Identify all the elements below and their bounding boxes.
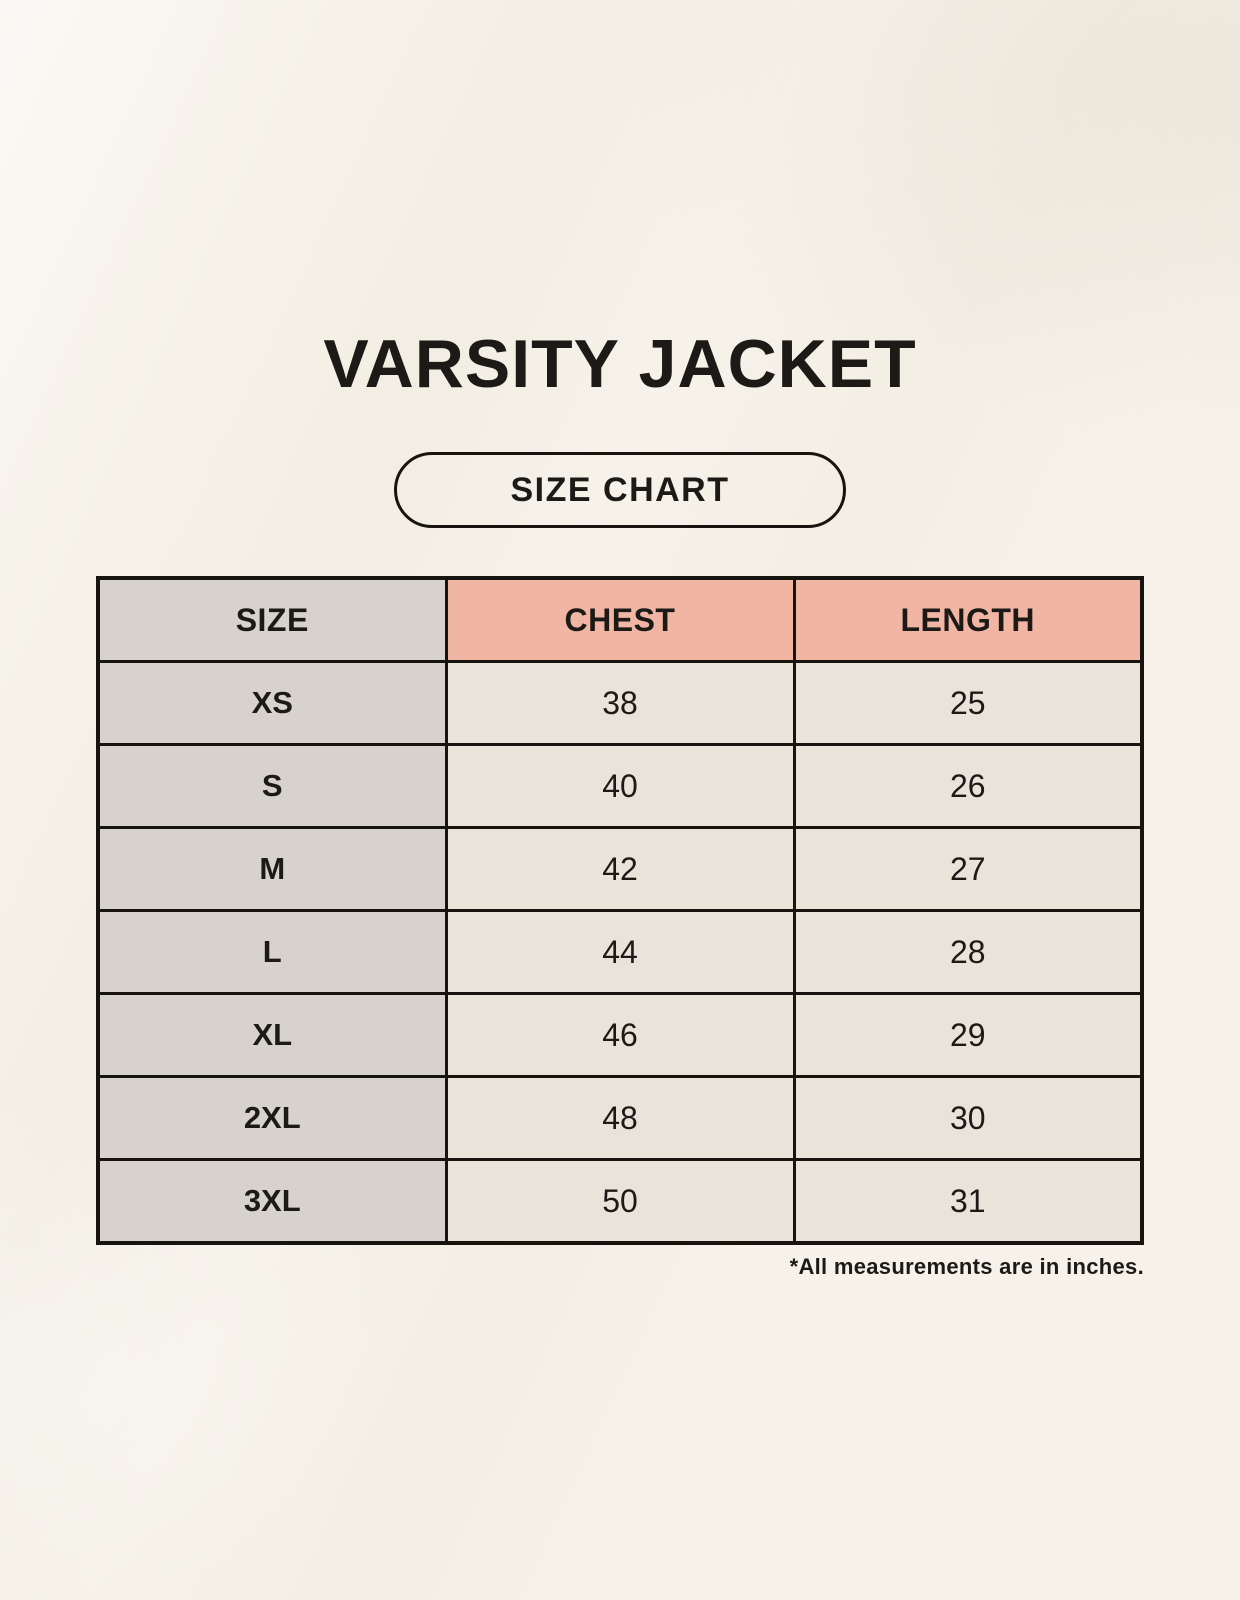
product-title: VARSITY JACKET bbox=[323, 326, 917, 402]
chest-value: 38 bbox=[446, 662, 794, 745]
size-label: L bbox=[98, 911, 446, 994]
length-value: 28 bbox=[794, 911, 1142, 994]
size-label: S bbox=[98, 745, 446, 828]
length-value: 26 bbox=[794, 745, 1142, 828]
size-label: XS bbox=[98, 662, 446, 745]
size-table bbox=[96, 576, 1144, 1245]
size-table-body bbox=[98, 662, 1142, 1244]
chest-value: 42 bbox=[446, 828, 794, 911]
column-header-chest: CHEST bbox=[446, 578, 794, 662]
length-value: 25 bbox=[794, 662, 1142, 745]
length-value: 29 bbox=[794, 994, 1142, 1077]
header-row bbox=[98, 578, 1142, 662]
table-row bbox=[98, 662, 1142, 745]
size-label: 3XL bbox=[98, 1160, 446, 1244]
size-chart-badge bbox=[394, 452, 846, 528]
chest-value: 48 bbox=[446, 1077, 794, 1160]
table-row bbox=[98, 911, 1142, 994]
column-header-length: LENGTH bbox=[794, 578, 1142, 662]
chest-value: 46 bbox=[446, 994, 794, 1077]
table-row bbox=[98, 1077, 1142, 1160]
length-value: 31 bbox=[794, 1160, 1142, 1244]
chest-value: 50 bbox=[446, 1160, 794, 1244]
table-row bbox=[98, 828, 1142, 911]
size-label: XL bbox=[98, 994, 446, 1077]
table-row bbox=[98, 1160, 1142, 1244]
length-value: 30 bbox=[794, 1077, 1142, 1160]
table-row bbox=[98, 745, 1142, 828]
chest-value: 44 bbox=[446, 911, 794, 994]
table-row bbox=[98, 994, 1142, 1077]
length-value: 27 bbox=[794, 828, 1142, 911]
measurements-note: *All measurements are in inches. bbox=[789, 1254, 1144, 1279]
size-label: M bbox=[98, 828, 446, 911]
size-label: 2XL bbox=[98, 1077, 446, 1160]
size-table-header bbox=[98, 578, 1142, 662]
column-header-size: SIZE bbox=[98, 578, 446, 662]
size-chart-badge-label: SIZE CHART bbox=[510, 470, 730, 509]
chest-value: 40 bbox=[446, 745, 794, 828]
